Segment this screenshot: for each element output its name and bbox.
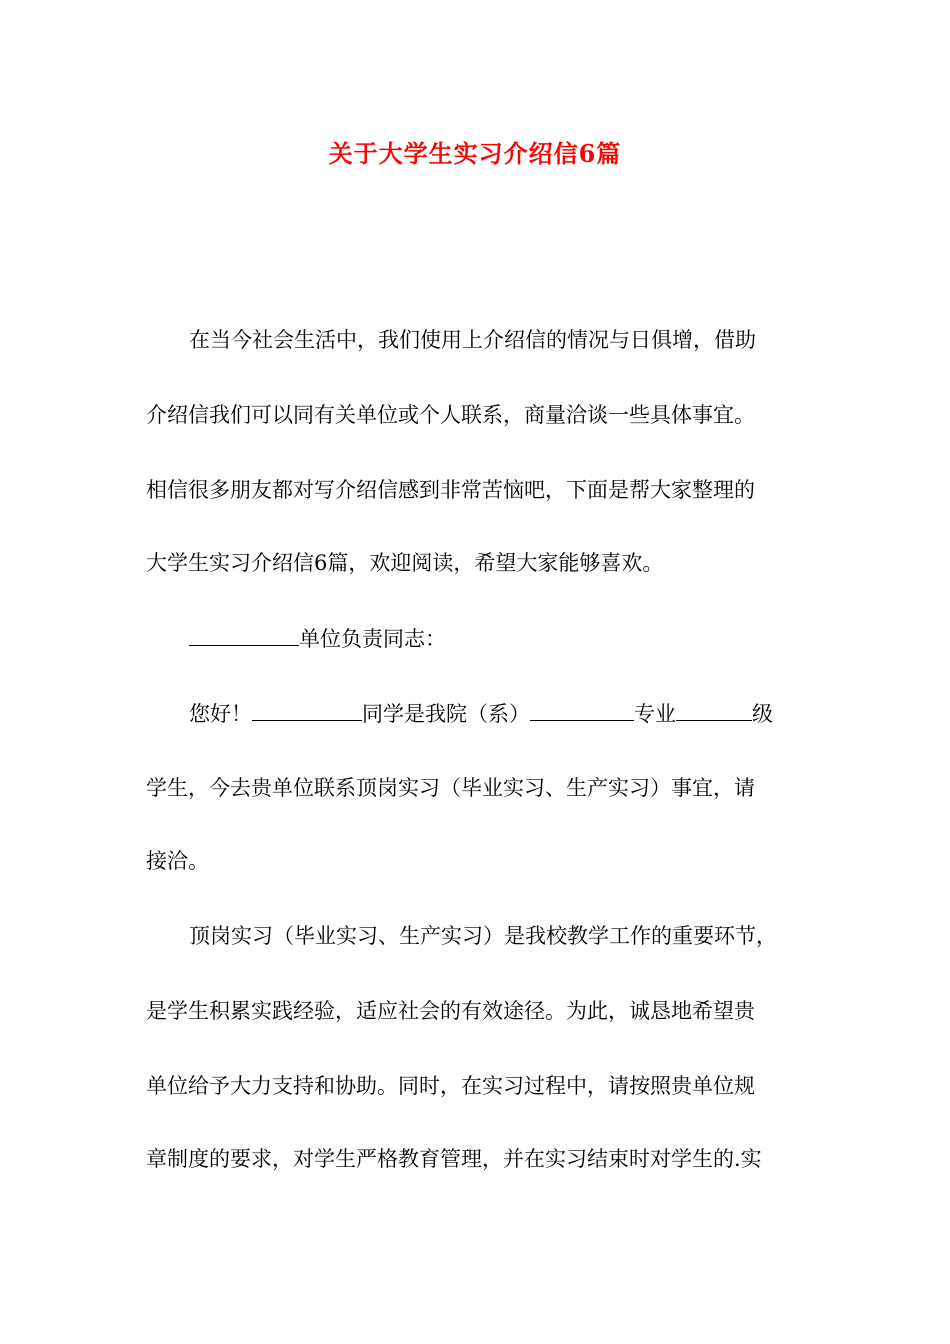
greeting-grade: 级 bbox=[752, 702, 773, 726]
student-name-blank bbox=[252, 698, 362, 721]
document-title: 关于大学生实习介绍信6篇 bbox=[328, 139, 622, 168]
letter-line-1: 学生，今去贵单位联系顶岗实习（毕业实习、生产实习）事宜，请 bbox=[146, 776, 755, 800]
unit-name-blank bbox=[189, 623, 299, 646]
intro-line-2: 介绍信我们可以同有关单位或个人联系，商量洽谈一些具体事宜。 bbox=[146, 403, 755, 427]
salutation-text: 单位负责同志： bbox=[299, 627, 446, 651]
greeting-hello: 您好！ bbox=[189, 702, 252, 726]
greeting-student-is: 同学是我院（系） bbox=[362, 702, 530, 726]
body-line-1: 顶岗实习（毕业实习、生产实习）是我校教学工作的重要环节， bbox=[189, 924, 777, 948]
body-line-4: 章制度的要求，对学生严格教育管理，并在实习结束时对学生的.实 bbox=[146, 1147, 762, 1171]
major-blank bbox=[676, 698, 752, 721]
intro-line-4: 大学生实习介绍信6篇，欢迎阅读，希望大家能够喜欢。 bbox=[146, 551, 664, 575]
body-line-3: 单位给予大力支持和协助。同时，在实习过程中，请按照贵单位规 bbox=[146, 1074, 755, 1098]
letter-line-2: 接洽。 bbox=[146, 849, 209, 873]
body-line-2: 是学生积累实践经验，适应社会的有效途径。为此，诚恳地希望贵 bbox=[146, 999, 755, 1023]
intro-line-1: 在当今社会生活中，我们使用上介绍信的情况与日俱增，借助 bbox=[189, 328, 756, 352]
department-blank bbox=[530, 698, 634, 721]
salutation-line bbox=[189, 623, 446, 654]
intro-line-3: 相信很多朋友都对写介绍信感到非常苦恼吧，下面是帮大家整理的 bbox=[146, 478, 755, 502]
greeting-line bbox=[189, 698, 773, 729]
greeting-major: 专业 bbox=[634, 702, 676, 726]
